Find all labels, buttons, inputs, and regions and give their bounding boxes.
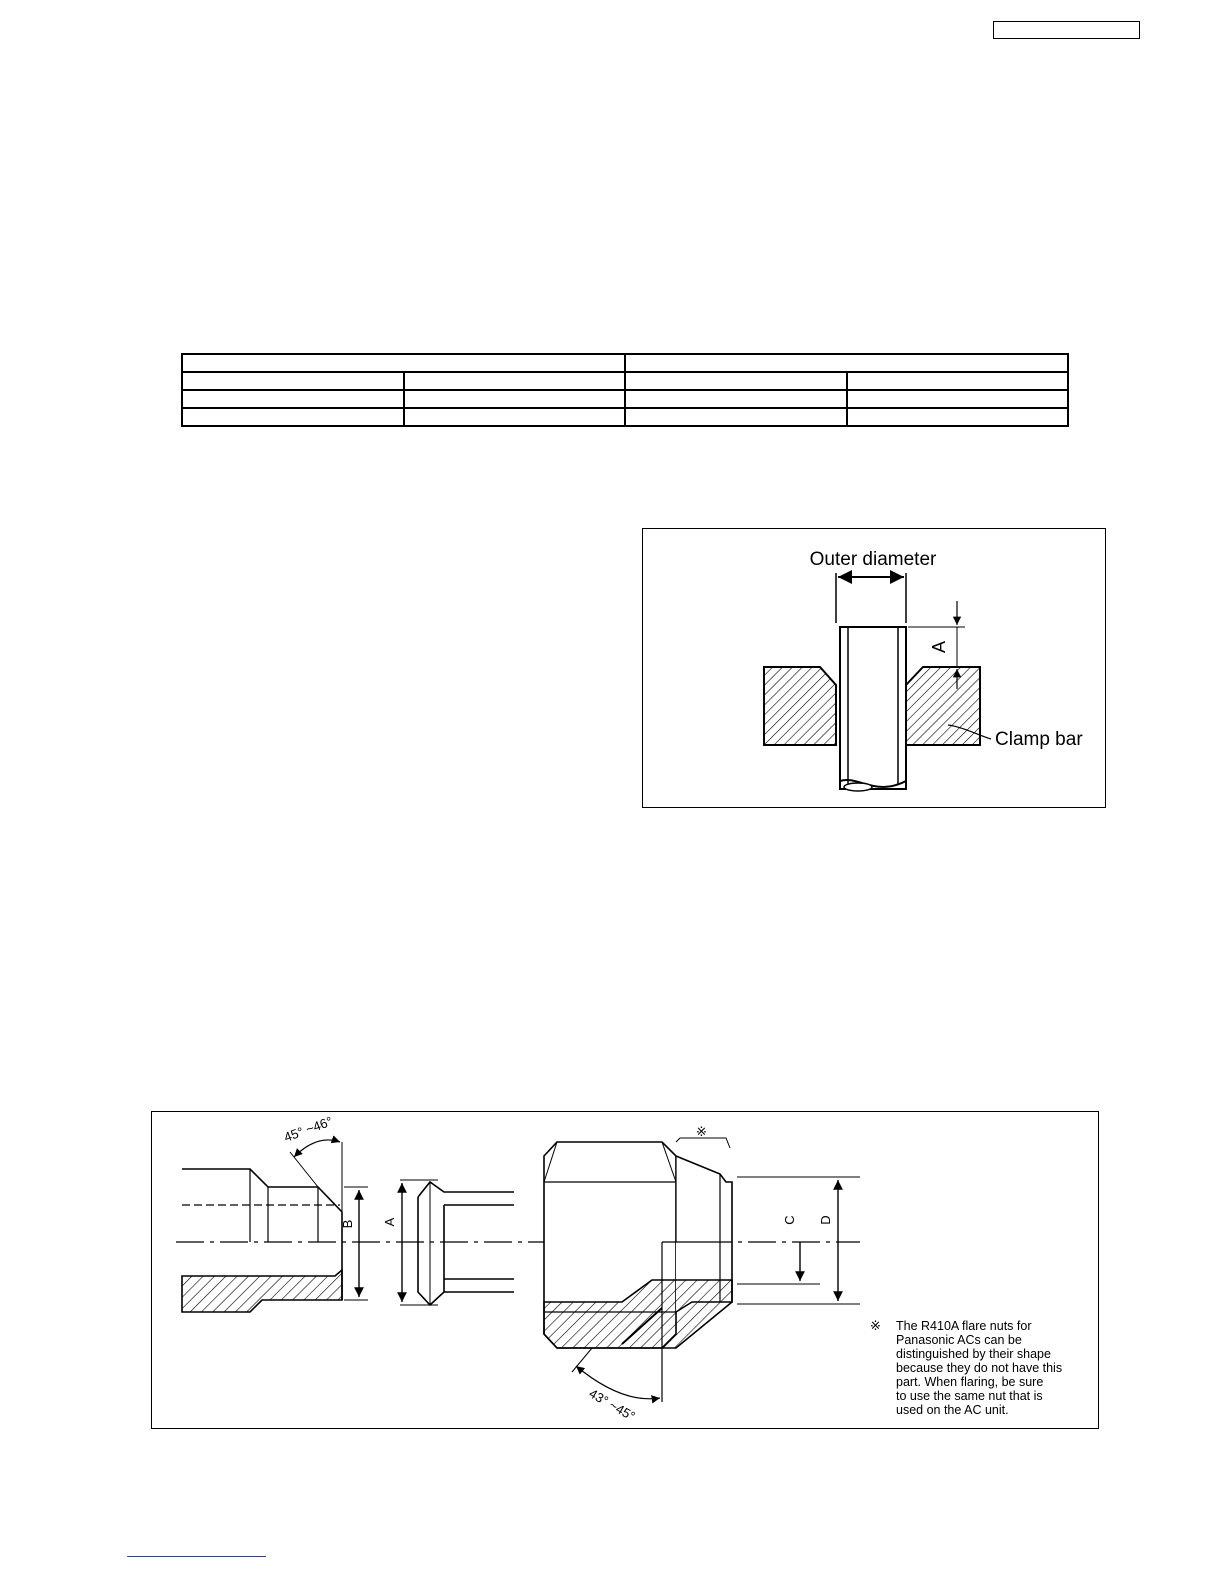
table-cell (404, 390, 626, 408)
footer-link-underline[interactable] (127, 1556, 266, 1557)
table-cell (847, 390, 1069, 408)
table-row (182, 354, 1068, 372)
flared-pipe (418, 1182, 514, 1305)
table-cell (625, 390, 847, 408)
table-cell (404, 372, 626, 390)
flare-nut-diagram (152, 1112, 1098, 1428)
dim-a-label: A (382, 1217, 397, 1227)
dim-d-label: D (818, 1215, 833, 1225)
note-line: Panasonic ACs can be (896, 1333, 1022, 1347)
clamp-bar-label: Clamp bar (995, 729, 1083, 750)
pipe (840, 627, 906, 789)
flare-tool (182, 1169, 342, 1312)
flare-nut-figure (151, 1111, 1099, 1429)
table-cell (182, 408, 404, 426)
table-cell (625, 408, 847, 426)
header-label-box (993, 21, 1140, 39)
table-cell (182, 354, 625, 372)
table-cell (182, 390, 404, 408)
flare-nut (544, 1142, 732, 1402)
note-line: used on the AC unit. (896, 1403, 1009, 1417)
note-line: because they do not have this (896, 1361, 1063, 1375)
angle-bottom-label: 43° ~45° (586, 1385, 638, 1424)
table-cell (182, 372, 404, 390)
outer-diameter-label: Outer diameter (809, 549, 937, 570)
clamp-bar-diagram (643, 529, 1105, 807)
clamp-bar-figure (642, 528, 1106, 808)
spec-table (181, 353, 1069, 427)
note-line: to use the same nut that is (896, 1389, 1043, 1403)
angle-top-label: 45° ~46° (281, 1113, 335, 1145)
clamp-block-left (764, 667, 836, 745)
table-cell (847, 372, 1069, 390)
table-cell (847, 408, 1069, 426)
table-row (182, 372, 1068, 390)
dim-c-label: C (782, 1215, 797, 1225)
note-line: distinguished by their shape (896, 1347, 1051, 1361)
note-mark: ※ (870, 1318, 881, 1333)
flare-note (896, 1319, 1062, 1417)
table-row (182, 408, 1068, 426)
table-cell (404, 408, 626, 426)
table-cell (625, 372, 847, 390)
dim-a-label: A (929, 640, 949, 654)
clamp-block-right (906, 667, 980, 745)
table-cell (625, 354, 1068, 372)
note-line: The R410A flare nuts for (896, 1319, 1032, 1333)
table-row (182, 390, 1068, 408)
note-mark-top: ※ (696, 1124, 707, 1139)
note-line: part. When flaring, be sure (896, 1375, 1044, 1389)
dim-b-label: B (340, 1219, 355, 1229)
